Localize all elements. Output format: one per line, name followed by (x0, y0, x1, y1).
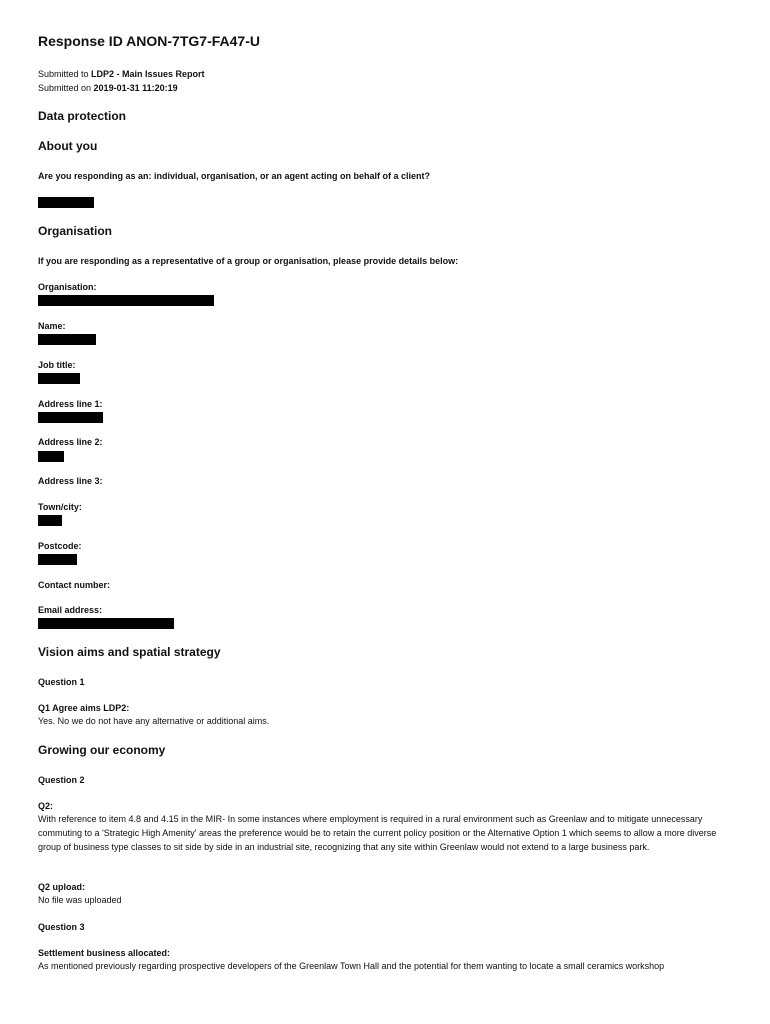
submitted-on-value: 2019-01-31 11:20:19 (93, 83, 178, 93)
heading-organisation: Organisation (38, 224, 113, 238)
redaction-bar (38, 618, 174, 629)
submitted-to-value: LDP2 - Main Issues Report (91, 69, 205, 79)
field-label-organisation: Organisation: (38, 282, 97, 292)
field-label-address3: Address line 3: (38, 476, 103, 486)
field-label-postcode: Postcode: (38, 541, 82, 551)
heading-data-protection: Data protection (38, 109, 127, 123)
redaction-bar (38, 334, 96, 345)
q1-answer: Yes. No we do not have any alternative or additional aims. (38, 716, 270, 726)
field-label-address2: Address line 2: (38, 437, 103, 447)
redaction-bar (38, 554, 77, 565)
redaction-bar (38, 295, 214, 306)
redaction-bar (38, 412, 103, 423)
field-label-email: Email address: (38, 605, 103, 615)
field-label-address1: Address line 1: (38, 399, 103, 409)
org-details-question: If you are responding as a representative of a group or organisation, please provide details below: (38, 256, 459, 266)
q1-label: Q1 Agree aims LDP2: (38, 703, 130, 713)
q2-upload-answer: No file was uploaded (38, 895, 122, 905)
submission-meta (38, 67, 205, 95)
heading-about-you: About you (38, 139, 98, 153)
redaction-bar (38, 197, 94, 208)
redaction-bar (38, 373, 80, 384)
heading-vision: Vision aims and spatial strategy (38, 645, 221, 659)
field-label-job-title: Job title: (38, 360, 76, 370)
field-label-town: Town/city: (38, 502, 82, 512)
submitted-to-line: Submitted to LDP2 - Main Issues Report (38, 69, 205, 79)
response-title: Response ID ANON-7TG7-FA47-U (38, 33, 260, 49)
redaction-bar (38, 515, 62, 526)
heading-growing-economy: Growing our economy (38, 743, 166, 757)
q2-answer: With reference to item 4.8 and 4.15 in the MIR- In some instances where employment is required in a rural environment such as Greenlaw and to mitigate unnecessary commuting to a 'Strategic High Amenity' areas the preference would be to retain the current policy position or the Alternative Option 1 which seems to allow a more diverse group of business type classes to sit side by side in an industrial site, recognizing that any site within Greenlaw would not extend to a large business park. (38, 814, 717, 852)
q3-label: Settlement business allocated: (38, 948, 171, 958)
q2-upload-label: Q2 upload: (38, 882, 85, 892)
q2-label: Q2: (38, 801, 54, 811)
responding-as-question: Are you responding as an: individual, organisation, or an agent acting on behalf of a client? (38, 171, 431, 181)
redaction-bar (38, 451, 64, 462)
question-1-title: Question 1 (38, 677, 85, 687)
question-2-title: Question 2 (38, 775, 85, 785)
submitted-on-line: Submitted on 2019-01-31 11:20:19 (38, 83, 178, 93)
q3-answer: As mentioned previously regarding prospective developers of the Greenlaw Town Hall and the potential for them wanting to locate a small ceramics workshop (38, 961, 665, 971)
field-label-name: Name: (38, 321, 66, 331)
question-3-title: Question 3 (38, 922, 85, 932)
field-label-contact: Contact number: (38, 580, 110, 590)
